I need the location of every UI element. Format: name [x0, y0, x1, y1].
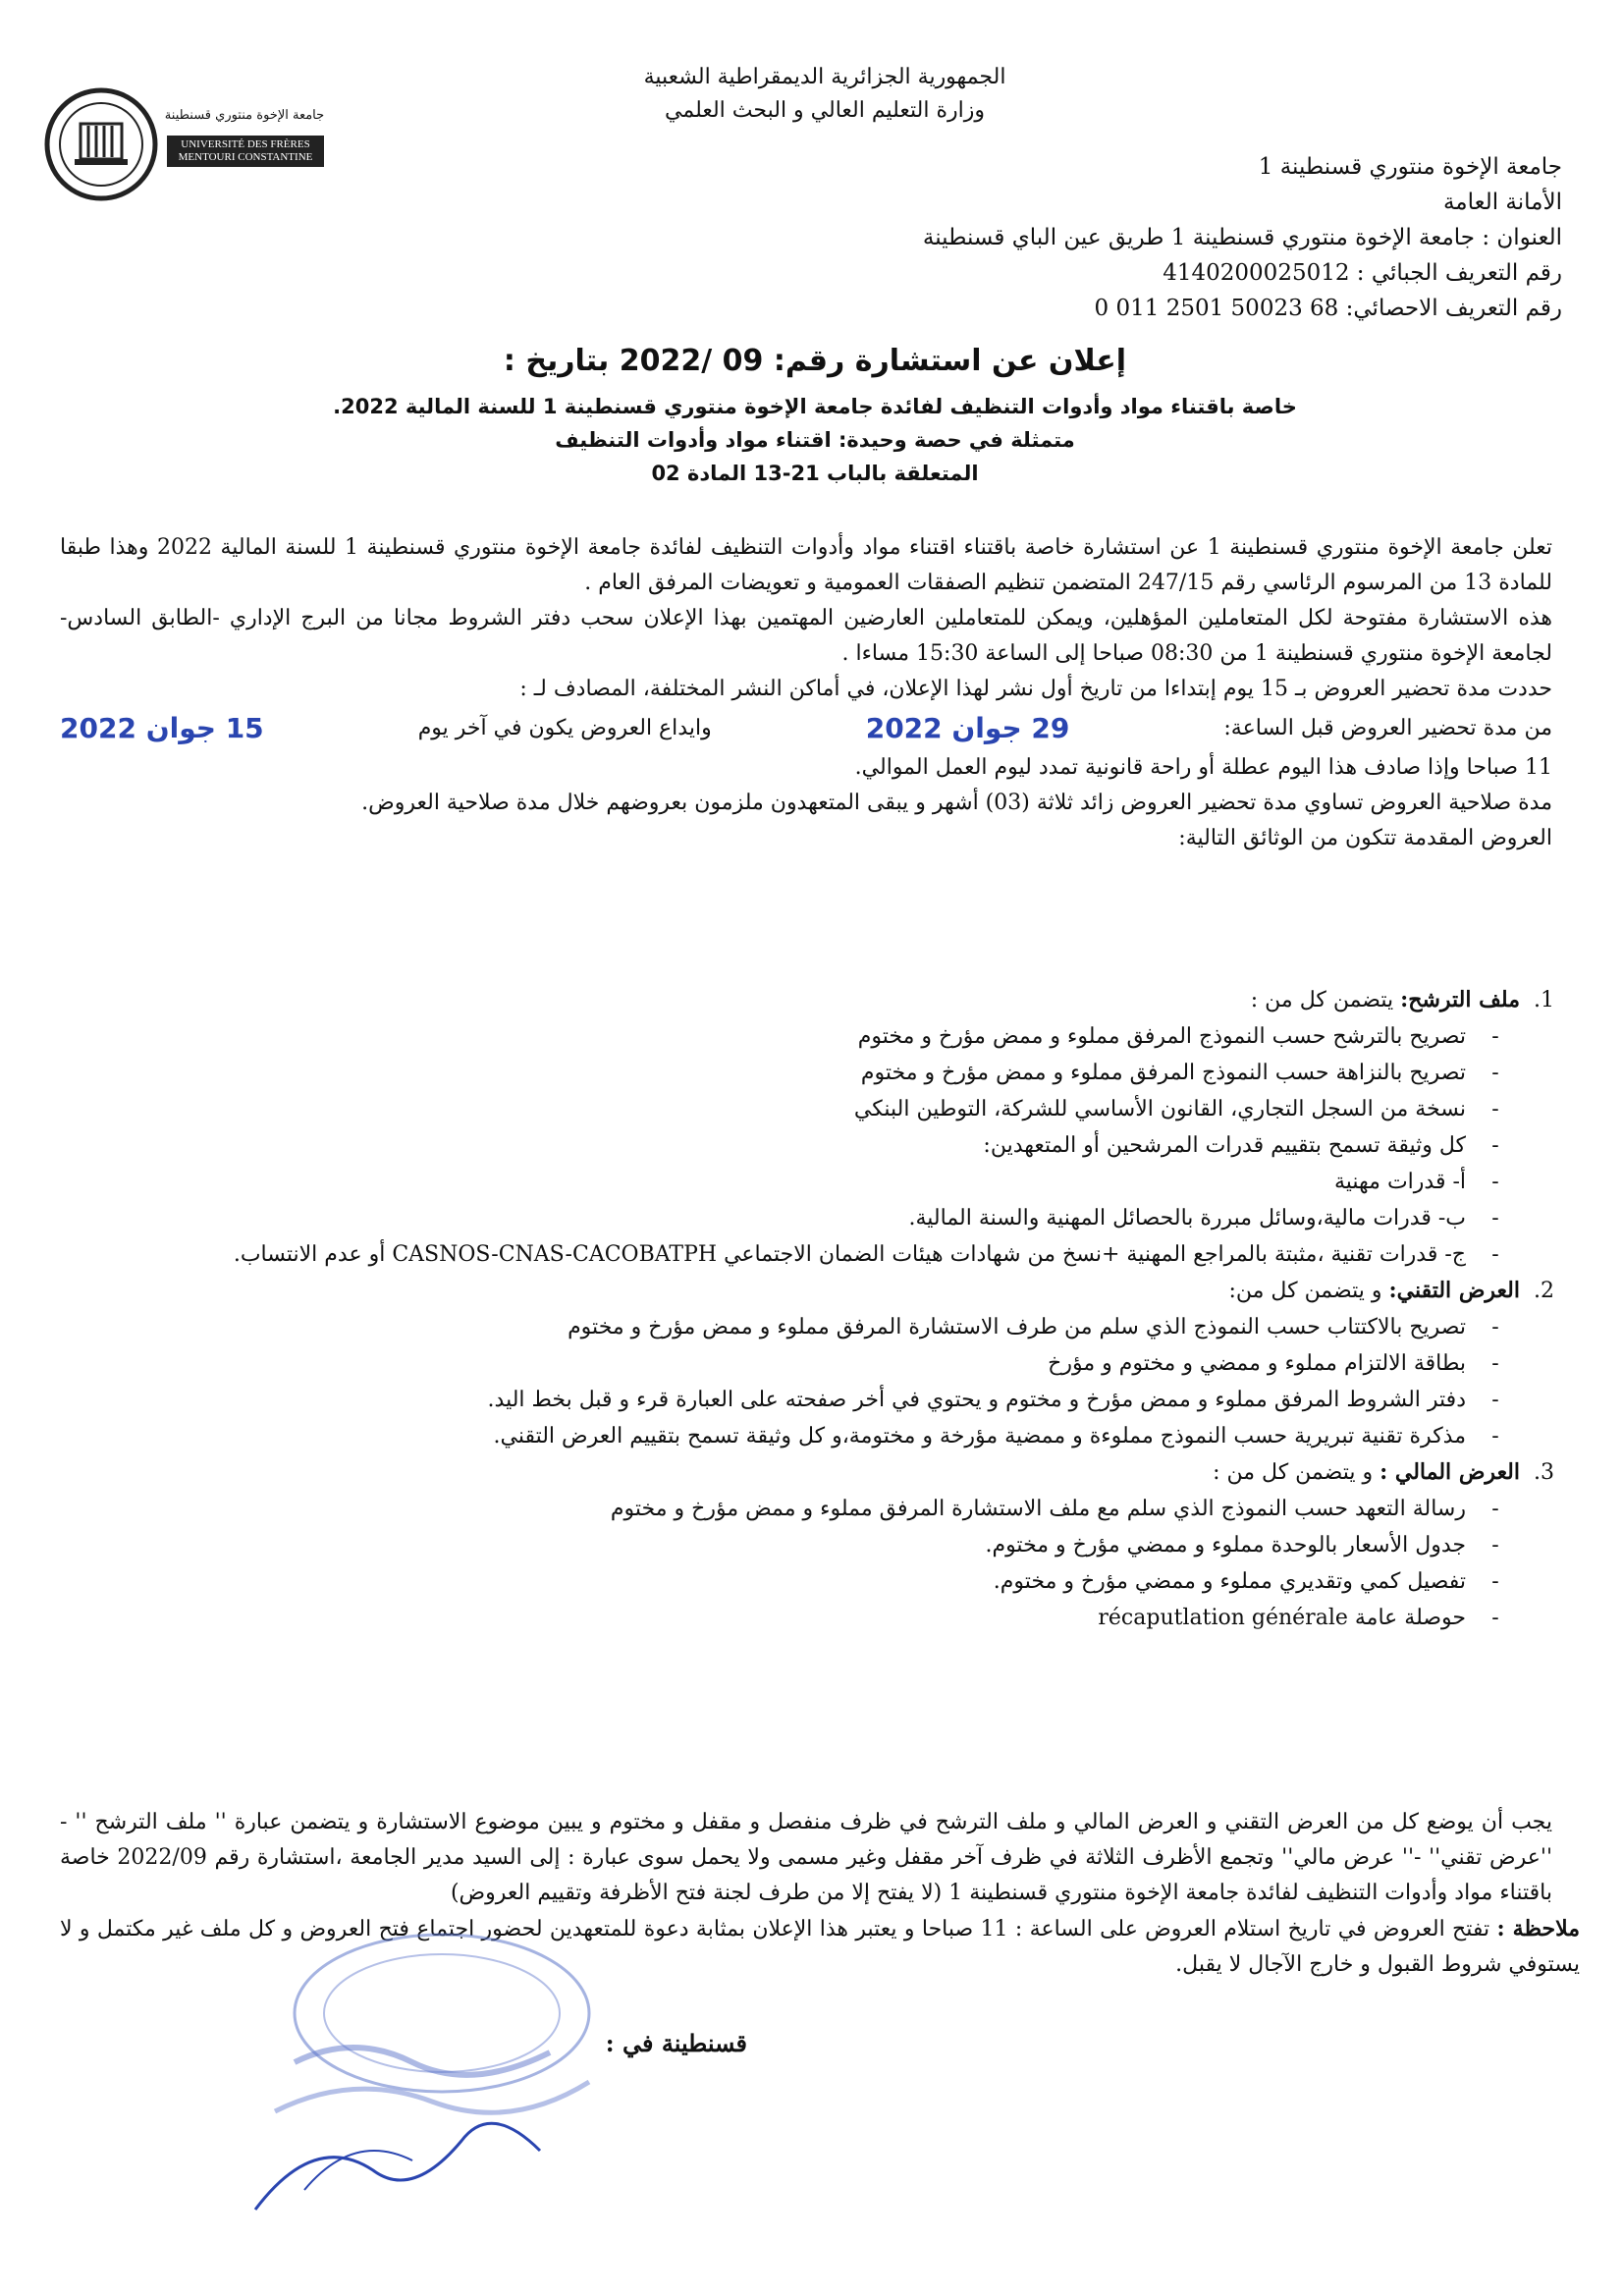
university-logo: [43, 81, 330, 196]
section-title: ملف الترشح:: [1400, 987, 1520, 1012]
state-header: [550, 61, 1100, 128]
section-number: 2.: [1534, 1279, 1554, 1303]
list-item: [91, 1418, 1525, 1454]
bullet-dash: -: [1491, 1388, 1499, 1412]
list-item-text: تفصيل كمي وتقديري مملوء و ممضي مؤرخ و مختوم.: [993, 1569, 1466, 1594]
institution-name: جامعة الإخوة منتوري قسنطينة 1: [1258, 154, 1562, 180]
list-item-text: تصريح بالاكتتاب حسب النموذج الذي سلم من طرف الاستشارة المرفق مملوء و ممض مؤرخ و مختوم: [568, 1315, 1466, 1339]
list-item: [91, 1382, 1525, 1418]
subtitle-2: متمثلة في حصة وحيدة: اقتناء مواد وأدوات التنظيف: [555, 428, 1075, 452]
logo-fr-line2: MENTOURI CONSTANTINE: [178, 151, 313, 163]
note-label: ملاحظة :: [1496, 1916, 1581, 1941]
institution-block: [580, 149, 1562, 326]
deadline-line: [60, 707, 1552, 750]
institution-address: العنوان : جامعة الإخوة منتوري قسنطينة 1 طريق عين الباي قسنطينة: [922, 225, 1562, 250]
bullet-dash: -: [1491, 1133, 1499, 1158]
envelope-instructions: يجب أن يوضع كل من العرض التقني و العرض المالي و ملف الترشح في ظرف منفصل و مقفل و مختوم و يبين موضوع الاستشارة و يتضمن عبارة '' ملف الترشح '' - ''عرض تقني'' -'' عرض مالي'' وتجمع الأظرف الثلاثة في ظرف آخر مقفل وغير مسمى ولا يحمل سوى عبارة : إلى السيد مدير الجامعة ،استشارة رقم 2022/09 خاصة باقتناء مواد وأدوات التنظيف لفائدة جامعة الإخوة منتوري قسنطينة 1 (لا يفتح إلا من طرف لجنة فتح الأظرفة وتقييم العروض): [60, 1810, 1552, 1905]
signature-place: قسنطينة في :: [605, 2029, 747, 2057]
bullet-dash: -: [1491, 1351, 1499, 1376]
section-title: العرض المالي :: [1380, 1459, 1520, 1485]
paragraph-5: 11 صباحا وإذا صادف هذا اليوم عطلة أو راحة قانونية تمدد ليوم العمل الموالي.: [854, 755, 1552, 780]
section-tail: و يتضمن كل من:: [1228, 1279, 1389, 1303]
section-heading: [91, 1454, 1554, 1491]
section-number: 1.: [1534, 988, 1554, 1012]
republic-line: الجمهورية الجزائرية الديمقراطية الشعبية: [643, 65, 1006, 89]
list-item-text: جدول الأسعار بالوحدة مملوء و ممضي مؤرخ و مختوم.: [985, 1533, 1466, 1558]
bullet-dash: -: [1491, 1024, 1499, 1049]
list-item-text: دفتر الشروط المرفق مملوء و ممض مؤرخ و مختوم و يحتوي في أخر صفحته على العبارة قرء و قبل بخط اليد.: [487, 1388, 1466, 1412]
list-item-text: تصريح بالنزاهة حسب النموذج المرفق مملوء و ممض مؤرخ و مختوم: [860, 1061, 1466, 1085]
body-paragraphs: [60, 530, 1552, 856]
list-item: [91, 1200, 1525, 1236]
logo-french-name: [167, 136, 324, 167]
section-heading: [91, 1273, 1554, 1309]
logo-arabic-name: جامعة الإخوة منتوري قسنطينة: [164, 108, 325, 123]
required-documents: [91, 982, 1554, 1636]
list-item-text: حوصلة عامة récaputlation générale: [1098, 1606, 1466, 1630]
list-item-text: ج- قدرات تقنية ،مثبتة بالمراجع المهنية +نسخ من شهادات هيئات الضمان الاجتماعي CASNOS-CNAS-CACOBATPH أو عدم الانتساب.: [233, 1242, 1466, 1267]
list-item-text: أ- قدرات مهنية: [1333, 1170, 1466, 1194]
subtitle-3: المتعلقة بالباب 21-13 المادة 02: [651, 462, 979, 485]
institution-stat-id: رقم التعريف الاحصائي: 68 50023 2501 011 0: [1094, 296, 1562, 321]
institution-dept: الأمانة العامة: [1442, 190, 1562, 215]
bullet-dash: -: [1491, 1606, 1499, 1630]
paragraph-7: العروض المقدمة تتكون من الوثائق التالية:: [1178, 826, 1552, 850]
list-item-text: تصريح بالترشح حسب النموذج المرفق مملوء و ممض مؤرخ و مختوم: [857, 1024, 1466, 1049]
subtitle-1: خاصة باقتناء مواد وأدوات التنظيف لفائدة جامعة الإخوة منتوري قسنطينة 1 للسنة المالية 2022.: [333, 395, 1297, 418]
announcement-title: إعلان عن استشارة رقم: 09 /2022 بتاريخ :: [503, 344, 1127, 378]
logo-fr-line1: UNIVERSITÉ DES FRÈRES: [181, 138, 310, 150]
deadline-intro: من مدة تحضير العروض قبل الساعة:: [1223, 716, 1552, 740]
section-tail: و يتضمن كل من :: [1213, 1460, 1380, 1485]
list-item: [91, 1345, 1525, 1382]
list-item: [91, 1236, 1525, 1273]
bullet-dash: -: [1491, 1242, 1499, 1267]
list-item-text: رسالة التعهد حسب النموذج الذي سلم مع ملف الاستشارة المرفق مملوء و ممض مؤرخ و مختوم: [610, 1497, 1466, 1521]
list-item-text: نسخة من السجل التجاري، القانون الأساسي للشركة، التوطين البنكي: [853, 1097, 1466, 1121]
announcement-subtitles: [196, 390, 1434, 490]
paragraph-6: مدة صلاحية العروض تساوي مدة تحضير العروض زائد ثلاثة (03) أشهر و يبقى المتعهدون ملزمون بعروضهم خلال مدة صلاحية العروض.: [361, 791, 1552, 815]
paragraph-2: هذه الاستشارة مفتوحة لكل المتعاملين المؤهلين، ويمكن للمتعاملين العارضين المهتمين بهذا الإعلان سحب دفتر الشروط مجانا من البرج الإداري -الطابق السادس- لجامعة الإخوة منتوري قسنطينة 1 من 08:30 صباحا إلى الساعة 15:30 مساءا .: [60, 606, 1552, 666]
bullet-dash: -: [1491, 1315, 1499, 1339]
list-item: [91, 1491, 1525, 1527]
start-date: 15 جوان 2022: [60, 712, 264, 744]
end-date: 29 جوان 2022: [865, 712, 1070, 744]
bullet-dash: -: [1491, 1061, 1499, 1085]
list-item-text: ب- قدرات مالية،وسائل مبررة بالحصائل المهنية والسنة المالية.: [908, 1206, 1466, 1230]
paragraph-1: تعلن جامعة الإخوة منتوري قسنطينة 1 عن استشارة خاصة باقتناء اقتناء مواد وأدوات التنظيف لفائدة جامعة الإخوة منتوري قسنطينة 1 للسنة المالية 2022 وهذا طبقا للمادة 13 من المرسوم الرئاسي رقم 247/15 المتضمن تنظيم الصفقات العمومية و تعويضات المرفق العام .: [60, 535, 1552, 595]
list-item: [91, 1563, 1525, 1600]
section-title: العرض التقني:: [1388, 1278, 1520, 1303]
list-item: [91, 1527, 1525, 1563]
list-item-text: مذكرة تقنية تبريرية حسب النموذج مملوءة و ممضية مؤرخة و مختومة،و كل وثيقة تسمح بتقييم العرض التقني.: [493, 1424, 1466, 1449]
list-item: [91, 1055, 1525, 1091]
university-seal-icon: [43, 86, 159, 202]
section-number: 3.: [1534, 1460, 1554, 1485]
list-item-text: بطاقة الالتزام مملوء و ممضي و مختوم و مؤرخ: [1048, 1351, 1466, 1376]
deposit-text: وايداع العروض يكون في آخر يوم: [417, 716, 712, 740]
paragraph-3: حددت مدة تحضير العروض بـ 15 يوم إبتداءا من تاريخ أول نشر لهذا الإعلان، في أماكن النشر المختلفة، المصادف لـ :: [519, 677, 1552, 701]
institution-tax-id: رقم التعريف الجبائي : 4140200025012: [1163, 260, 1562, 286]
bullet-dash: -: [1491, 1097, 1499, 1121]
bullet-dash: -: [1491, 1206, 1499, 1230]
ministry-line: وزارة التعليم العالي و البحث العلمي: [665, 98, 985, 123]
section-tail: يتضمن كل من :: [1250, 988, 1401, 1012]
list-item: [91, 1018, 1525, 1055]
bullet-dash: -: [1491, 1497, 1499, 1521]
section-heading: [91, 982, 1554, 1018]
university-stamp-icon: [236, 1925, 628, 2239]
bullet-dash: -: [1491, 1569, 1499, 1594]
bullet-dash: -: [1491, 1170, 1499, 1194]
list-item: [91, 1127, 1525, 1164]
list-item: [91, 1091, 1525, 1127]
list-item-text: كل وثيقة تسمح بتقييم قدرات المرشحين أو المتعهدين:: [983, 1133, 1466, 1158]
list-item: [91, 1309, 1525, 1345]
list-item: [91, 1164, 1525, 1200]
list-item: [91, 1600, 1525, 1636]
bullet-dash: -: [1491, 1424, 1499, 1449]
bullet-dash: -: [1491, 1533, 1499, 1558]
note-text: تفتح العروض في تاريخ استلام العروض على الساعة : 11 صباحا و يعتبر هذا الإعلان بمثابة دعوة للمتعهدين لحضور اجتماع فتح العروض و كل ملف غير مكتمل و لا يستوفي شروط القبول و خارج الآجال لا يقبل.: [60, 1917, 1580, 1977]
